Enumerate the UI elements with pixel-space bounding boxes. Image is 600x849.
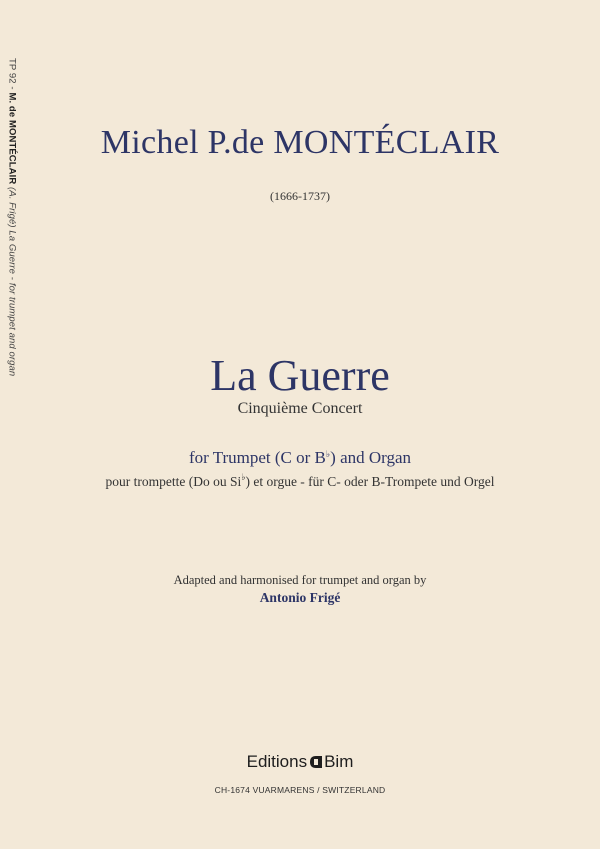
- spine-arranger: (A. Frigé): [6, 187, 18, 228]
- publisher-name-right: Bim: [324, 752, 354, 771]
- spine-catalog: TP 92: [6, 58, 18, 84]
- instrumentation-en: for Trumpet (C or B♭) and Organ: [188, 448, 412, 467]
- publisher-name-left: Editions: [246, 752, 308, 771]
- arranger-name: Antonio Frigé: [259, 590, 341, 605]
- composer-dates: (1666-1737): [270, 189, 330, 203]
- adapted-by: Adapted and harmonised for trumpet and organ by: [173, 573, 427, 587]
- composer-name: Michel P.de MONTÉCLAIR: [100, 124, 500, 161]
- spine-text: TP 92 - M. de MONTÉCLAIR (A. Frigé) La Guerre - for trumpet and organ: [6, 58, 18, 377]
- spine-instrumentation: for trumpet and organ: [6, 282, 18, 377]
- work-title: La Guerre: [210, 351, 390, 400]
- publisher-logo: [0, 752, 600, 772]
- work-subtitle: Cinquième Concert: [237, 400, 363, 417]
- bim-logo-icon: [309, 755, 323, 769]
- publisher-address: CH-1674 VUARMARENS / SWITZERLAND: [214, 785, 386, 795]
- flat-sign: ♭: [325, 449, 331, 459]
- spine-composer: M. de MONTÉCLAIR: [6, 92, 18, 185]
- flat-sign: ♭: [241, 472, 246, 482]
- spine-title: La Guerre: [6, 230, 18, 275]
- instrumentation-fr-de: pour trompette (Do ou Si♭) et orgue - für C- oder B-Trompete und Orgel: [105, 472, 495, 489]
